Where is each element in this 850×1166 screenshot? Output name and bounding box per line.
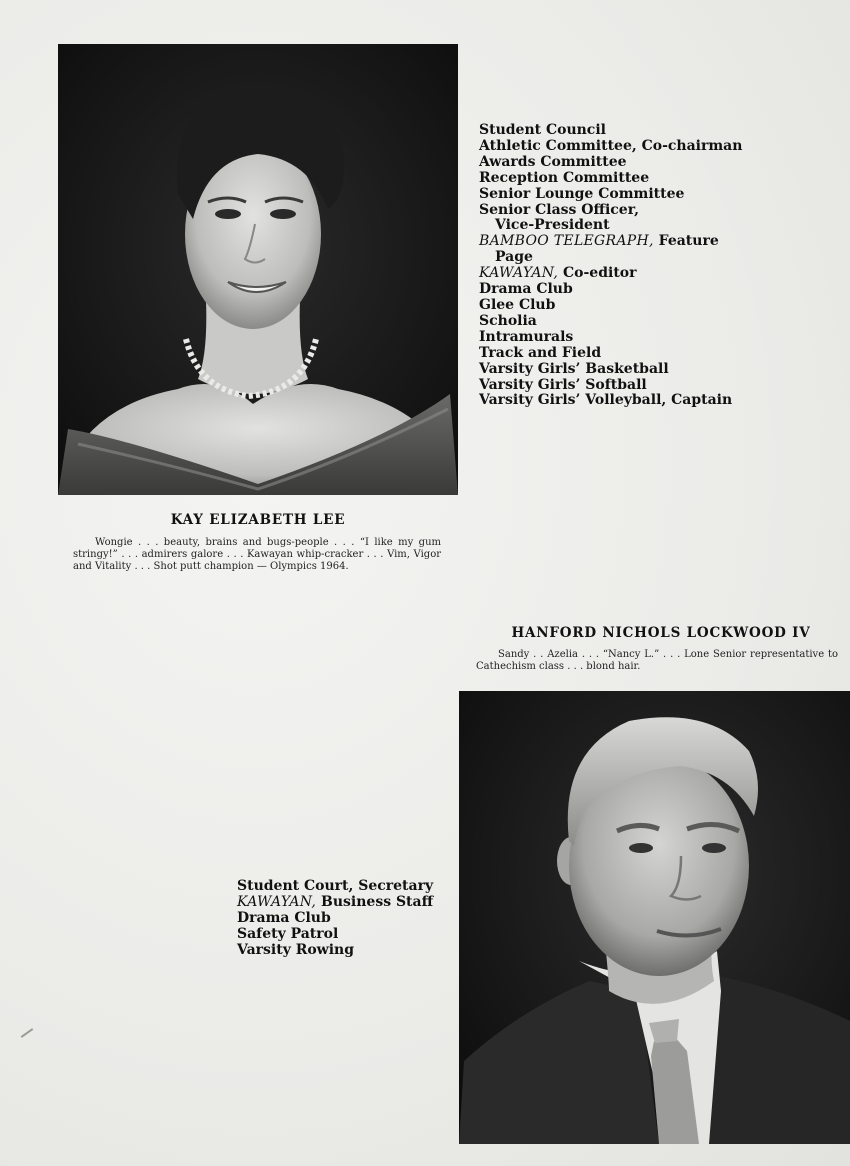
- woman-portrait-icon: [58, 44, 458, 495]
- activity-item: Varsity Rowing: [237, 941, 355, 958]
- activity-role: Co-editor: [558, 265, 637, 282]
- activity-item: Student Council: [479, 122, 606, 138]
- student-name: HANFORD NICHOLS LOCKWOOD IV: [511, 625, 811, 641]
- activity-item: [237, 895, 487, 911]
- activity-item: Scholia: [479, 312, 537, 329]
- activity-item: Student Court, Secretary: [237, 878, 434, 894]
- student-description: [73, 537, 441, 574]
- publication-title: KAWAYAN,: [479, 265, 559, 282]
- student-description: [476, 649, 838, 673]
- activity-item: Track and Field: [479, 344, 602, 361]
- portrait-kay-elizabeth-lee: [58, 44, 458, 495]
- activity-item: Varsity Girls’ Volleyball, Captain: [479, 392, 733, 409]
- publication-title: BAMBOO TELEGRAPH,: [479, 233, 654, 250]
- description-text: Sandy . . Azelia . . . “Nancy L.” . . . Lone Senior representative to Cathechism class . . . blond hair.: [476, 649, 838, 673]
- portrait-hanford-nichols-lockwood: [459, 691, 850, 1144]
- student-name: KAY ELIZABETH LEE: [170, 512, 346, 528]
- activity-item: Reception Committee: [479, 169, 650, 186]
- activities-list-hanford-nichols-lockwood: [237, 879, 487, 959]
- activity-item: Awards Committee: [479, 153, 627, 170]
- activity-item: [479, 234, 779, 250]
- activity-item-continued: Vice-President: [495, 217, 610, 234]
- activity-item-continued: Page: [495, 249, 533, 266]
- activity-item: Senior Class Officer,: [479, 201, 639, 218]
- activity-role: Feature: [653, 233, 719, 250]
- activity-item: Varsity Girls’ Basketball: [479, 360, 669, 377]
- activity-item: Safety Patrol: [237, 925, 339, 942]
- man-portrait-icon: [459, 691, 850, 1144]
- activity-item: Athletic Committee, Co-chairman: [479, 137, 743, 154]
- activity-item: Senior Lounge Committee: [479, 185, 685, 202]
- description-text: Wongie . . . beauty, brains and bugs-people . . . “I like my gum stringy!” . . . admirers galore . . . Kawayan whip-cracker . . . Vim, Vigor and Vitality . . . Shot putt champion — Olympics 1964.: [73, 537, 441, 573]
- activity-role: Business Staff: [316, 893, 434, 910]
- activity-item: Varsity Girls’ Softball: [479, 376, 647, 393]
- activities-list-kay-elizabeth-lee: [479, 123, 779, 409]
- activity-item: Glee Club: [479, 296, 556, 313]
- activity-item: Drama Club: [479, 281, 573, 298]
- activity-item: Drama Club: [237, 909, 331, 926]
- activity-item: Intramurals: [479, 328, 574, 345]
- publication-title: KAWAYAN,: [237, 893, 317, 910]
- activity-item: [479, 266, 779, 282]
